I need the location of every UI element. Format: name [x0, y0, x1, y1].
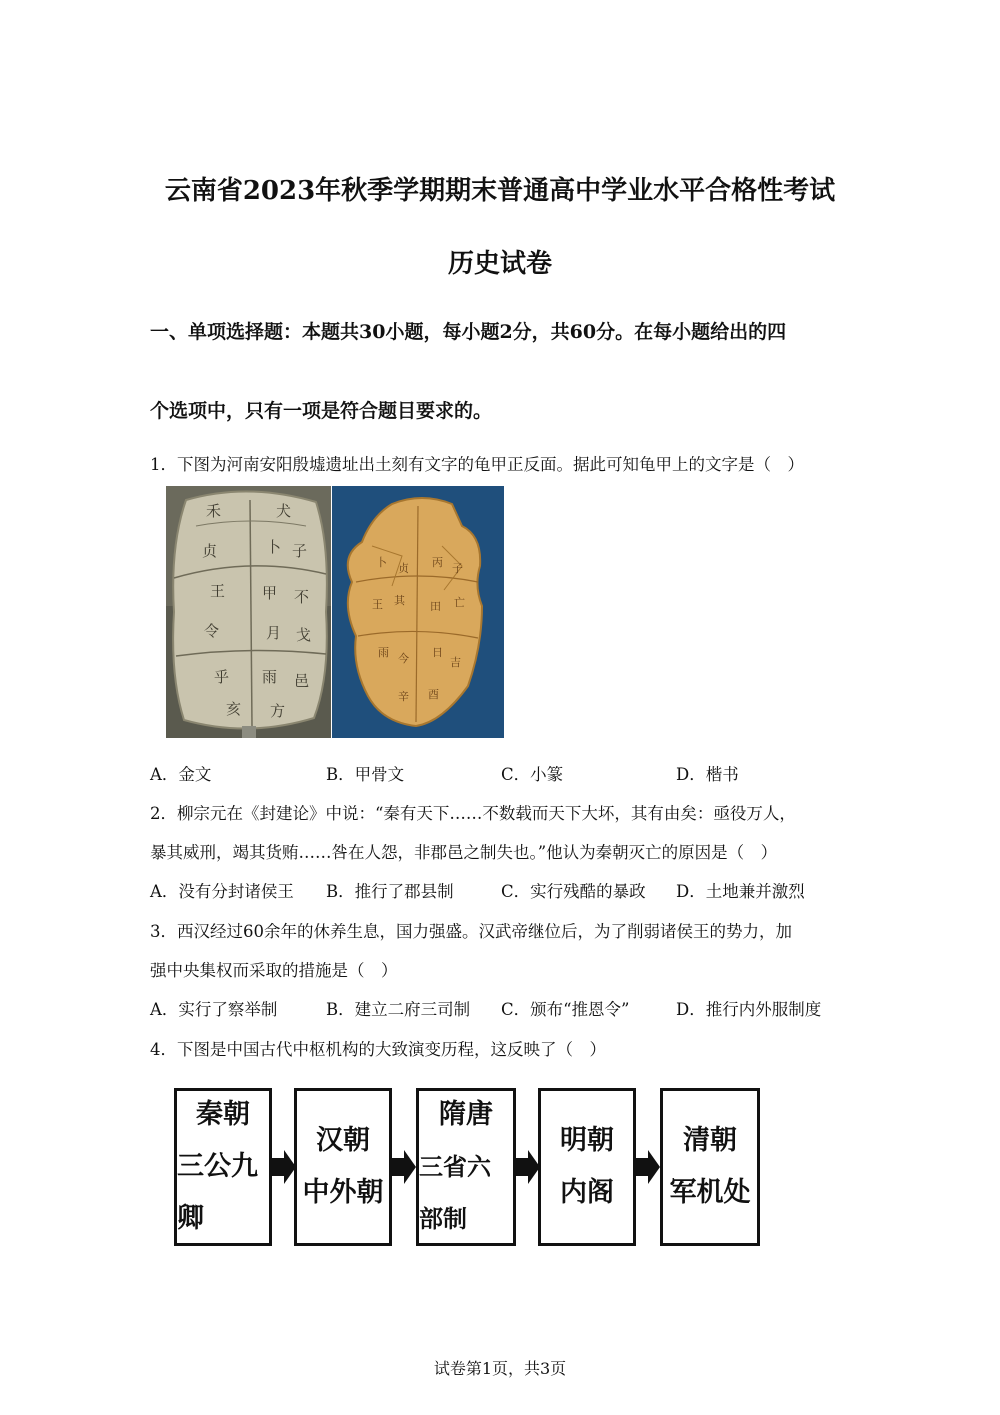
svg-text:今: 今: [398, 652, 409, 665]
question-2-line1: 2．柳宗元在《封建论》中说：“秦有天下……不数载而天下大坏，其有由矣：亟役万人，: [150, 804, 796, 823]
svg-text:吉: 吉: [450, 656, 461, 669]
flow-box-qin-line2: 三公九卿: [177, 1151, 258, 1234]
turtle-shell-front-image: [166, 486, 331, 738]
q1-option-c[interactable]: C．小篆: [501, 765, 564, 784]
exam-title: 云南省2023年秋季学期期末普通高中学业水平合格性考试: [164, 176, 836, 206]
turtle-shell-back-image: [332, 486, 504, 738]
q3-option-d[interactable]: D．推行内外服制度: [676, 1000, 822, 1019]
q1-option-a[interactable]: A．金文: [150, 765, 212, 784]
svg-text:方: 方: [270, 702, 286, 720]
q2-option-c[interactable]: C．实行残酷的暴政: [501, 882, 646, 901]
svg-text:子: 子: [452, 562, 463, 575]
svg-text:其: 其: [394, 594, 405, 607]
svg-text:辛: 辛: [398, 690, 409, 703]
section-heading-line1: 一、单项选择题：本题共30小题，每小题2分，共60分。在每小题给出的四: [150, 321, 787, 343]
q3-option-b[interactable]: B．建立二府三司制: [326, 1000, 471, 1019]
flow-box-han: [294, 1088, 392, 1246]
svg-text:犬: 犬: [276, 502, 292, 520]
flow-arrow-1: [272, 1150, 296, 1184]
flow-box-qing-line2: 军机处: [669, 1177, 751, 1208]
flow-box-ming-line1: 明朝: [560, 1125, 614, 1156]
svg-text:贞: 贞: [398, 562, 409, 575]
q2-option-b[interactable]: B．推行了郡县制: [326, 882, 454, 901]
svg-text:不: 不: [294, 588, 310, 606]
flow-box-ming: [538, 1088, 636, 1246]
svg-text:令: 令: [204, 622, 220, 640]
svg-text:禾: 禾: [206, 502, 222, 520]
flow-box-suitang: [416, 1088, 516, 1246]
q2-option-d[interactable]: D．土地兼并激烈: [676, 882, 805, 901]
svg-text:卜: 卜: [266, 538, 282, 556]
q3-option-a[interactable]: A．实行了察举制: [150, 1000, 278, 1019]
svg-text:月: 月: [266, 624, 282, 642]
q1-option-b[interactable]: B．甲骨文: [326, 765, 405, 784]
svg-text:王: 王: [210, 582, 226, 600]
exam-subtitle: 历史试卷: [447, 249, 552, 279]
svg-text:亡: 亡: [454, 596, 465, 609]
flow-box-han-line2: 中外朝: [302, 1177, 384, 1208]
flow-box-qing: [660, 1088, 760, 1246]
question-1-stem: 1．下图为河南安阳殷墟遗址出土刻有文字的龟甲正反面。据此可知龟甲上的文字是（ ）: [150, 455, 804, 474]
svg-text:戈: 戈: [296, 626, 312, 644]
svg-text:贞: 贞: [202, 542, 218, 560]
svg-text:子: 子: [292, 542, 308, 560]
svg-text:邑: 邑: [294, 672, 310, 690]
flow-arrow-4: [636, 1150, 660, 1184]
flow-box-qing-line1: 清朝: [683, 1125, 737, 1156]
q3-option-c[interactable]: C．颁布“推恩令”: [501, 1000, 630, 1019]
q2-option-a[interactable]: A．没有分封诸侯王: [150, 882, 294, 901]
flow-box-suitang-line1: 隋唐: [439, 1099, 493, 1130]
svg-text:甲: 甲: [262, 584, 278, 602]
svg-text:亥: 亥: [226, 700, 242, 718]
question-2-line2: 暴其威刑，竭其货贿……咎在人怨，非郡邑之制失也。”他认为秦朝灭亡的原因是（ ）: [150, 843, 778, 862]
svg-text:乎: 乎: [214, 668, 230, 686]
svg-text:丙: 丙: [432, 556, 443, 569]
q1-option-d[interactable]: D．楷书: [676, 765, 739, 784]
page-footer: 试卷第1页，共3页: [433, 1359, 567, 1378]
flow-box-suitang-line2: 三省六部制: [419, 1153, 491, 1233]
svg-text:雨: 雨: [262, 668, 278, 686]
flow-arrow-3: [516, 1150, 540, 1184]
svg-text:日: 日: [432, 646, 443, 659]
svg-text:酉: 酉: [428, 688, 439, 701]
flow-arrow-2: [392, 1150, 416, 1184]
question-3-line1: 3．西汉经过60余年的休养生息，国力强盛。汉武帝继位后，为了削弱诸侯王的势力，加: [150, 922, 792, 941]
flow-box-qin: [174, 1088, 272, 1246]
svg-text:卜: 卜: [376, 556, 387, 569]
flow-box-ming-line2: 内阁: [560, 1177, 614, 1208]
question-4-stem: 4．下图是中国古代中枢机构的大致演变历程，这反映了（ ）: [150, 1040, 606, 1059]
svg-text:田: 田: [430, 600, 441, 613]
question-3-line2: 强中央集权而采取的措施是（ ）: [150, 961, 398, 980]
flow-box-han-line1: 汉朝: [316, 1125, 370, 1156]
section-heading-line2: 个选项中，只有一项是符合题目要求的。: [150, 400, 493, 422]
flow-box-qin-line1: 秦朝: [196, 1099, 250, 1130]
svg-text:王: 王: [372, 598, 383, 611]
svg-text:雨: 雨: [378, 646, 389, 659]
